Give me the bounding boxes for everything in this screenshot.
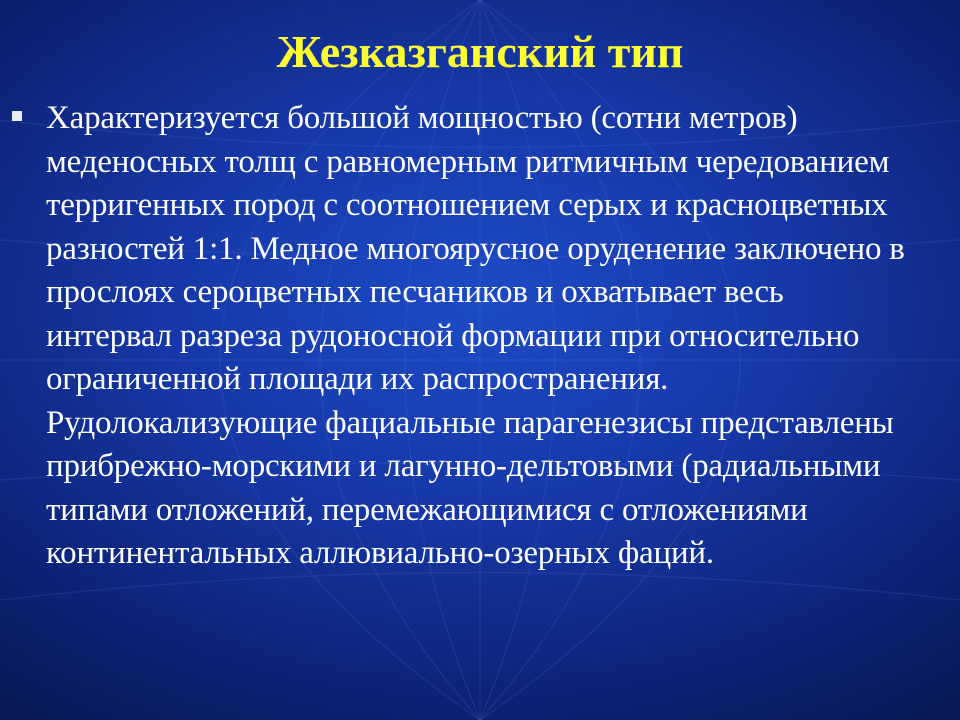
slide-title: Жезказганский тип [276, 26, 684, 77]
bullet-item [12, 97, 912, 576]
bullet-text: Характеризуется большой мощностью (сотни метров) меденосных толщ с равномерным ритмичным чередованием терригенных пород с соотношением серых и красноцветных разностей 1:1. Медное многоярусное оруденение заключено в прослоях сероцветных песчаников и охватывает весь интервал разреза рудоносной формации при относительно ограниченной площади их распространения. Рудолокализующие фациальные парагенезисы представлены прибрежно-морскими и лагунно-дельтовыми (радиальными типами отложений, перемежающимися с отложениями континентальных аллювиально-озерных фаций. [46, 100, 905, 571]
square-bullet-icon [12, 111, 22, 121]
